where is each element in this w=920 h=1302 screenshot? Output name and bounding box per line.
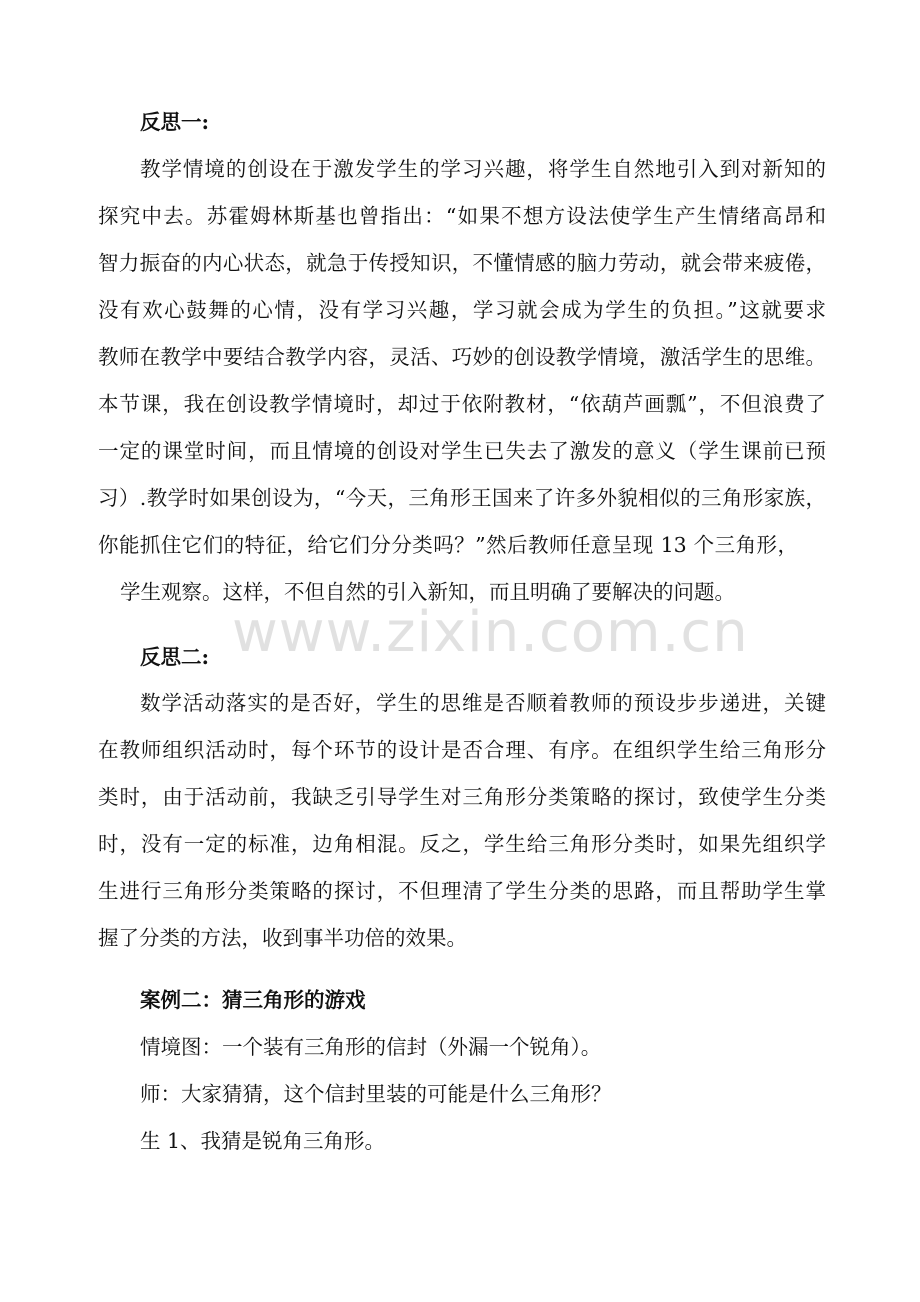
watermark: www.zixin.com.cn [232,600,749,665]
paragraph-line: 时，没有一定的标准，边角相混。反之，学生给三角形分类时，如果先组织学 [98,832,826,856]
scene-description: 情境图：一个装有三角形的信封（外漏一个锐角）。 [140,1035,602,1059]
paragraph-line: 在教师组织活动时，每个环节的设计是否合理、有序。在组织学生给三角形分 [98,738,826,762]
paragraph-line: 探究中去。苏霍姆林斯基也曾指出：“如果不想方设法使学生产生情绪高昂和 [98,204,826,228]
reflection-1-heading: 反思一: [140,110,210,134]
paragraph-line: 智力振奋的内心状态，就急于传授知识，不懂情感的脑力劳动，就会带来疲倦， [98,251,826,275]
paragraph-line: 类时，由于活动前，我缺乏引导学生对三角形分类策略的探讨，致使学生分类 [98,785,826,809]
paragraph-line: 一定的课堂时间，而且情境的创设对学生已失去了激发的意义（学生课前已预 [98,439,826,463]
teacher-line: 师：大家猜猜，这个信封里装的可能是什么三角形？ [140,1082,612,1106]
paragraph-line: 教学情境的创设在于激发学生的学习兴趣，将学生自然地引入到对新知的 [140,157,826,181]
paragraph-line: 没有欢心鼓舞的心情，没有学习兴趣，学习就会成为学生的负担。”这就要求 [98,298,826,322]
paragraph-line: 习）.教学时如果创设为，“今天，三角形王国来了许多外貌相似的三角形家族， [98,486,826,510]
paragraph-line: 生进行三角形分类策略的探讨，不但理清了学生分类的思路，而且帮助学生掌 [98,879,826,903]
paragraph-line: 本节课，我在创设教学情境时，却过于依附教材，“依葫芦画瓢”，不但浪费了 [98,392,826,416]
student-line: 生 1、我猜是锐角三角形。 [140,1129,386,1153]
paragraph-line: 数学活动落实的是否好，学生的思维是否顺着教师的预设步步递进，关键 [140,691,826,715]
case-2-heading: 案例二：猜三角形的游戏 [140,988,366,1012]
reflection-2-heading: 反思二: [140,645,210,669]
paragraph-line: 教师在教学中要结合教学内容，灵活、巧妙的创设教学情境，激活学生的思维。 [98,345,826,369]
paragraph-line: 你能抓住它们的特征，给它们分分类吗？”然后教师任意呈现 13 个三角形， [98,533,798,557]
paragraph-line: 学生观察。这样，不但自然的引入新知，而且明确了要解决的问题。 [120,580,735,604]
paragraph-line: 握了分类的方法，收到事半功倍的效果。 [98,926,467,950]
